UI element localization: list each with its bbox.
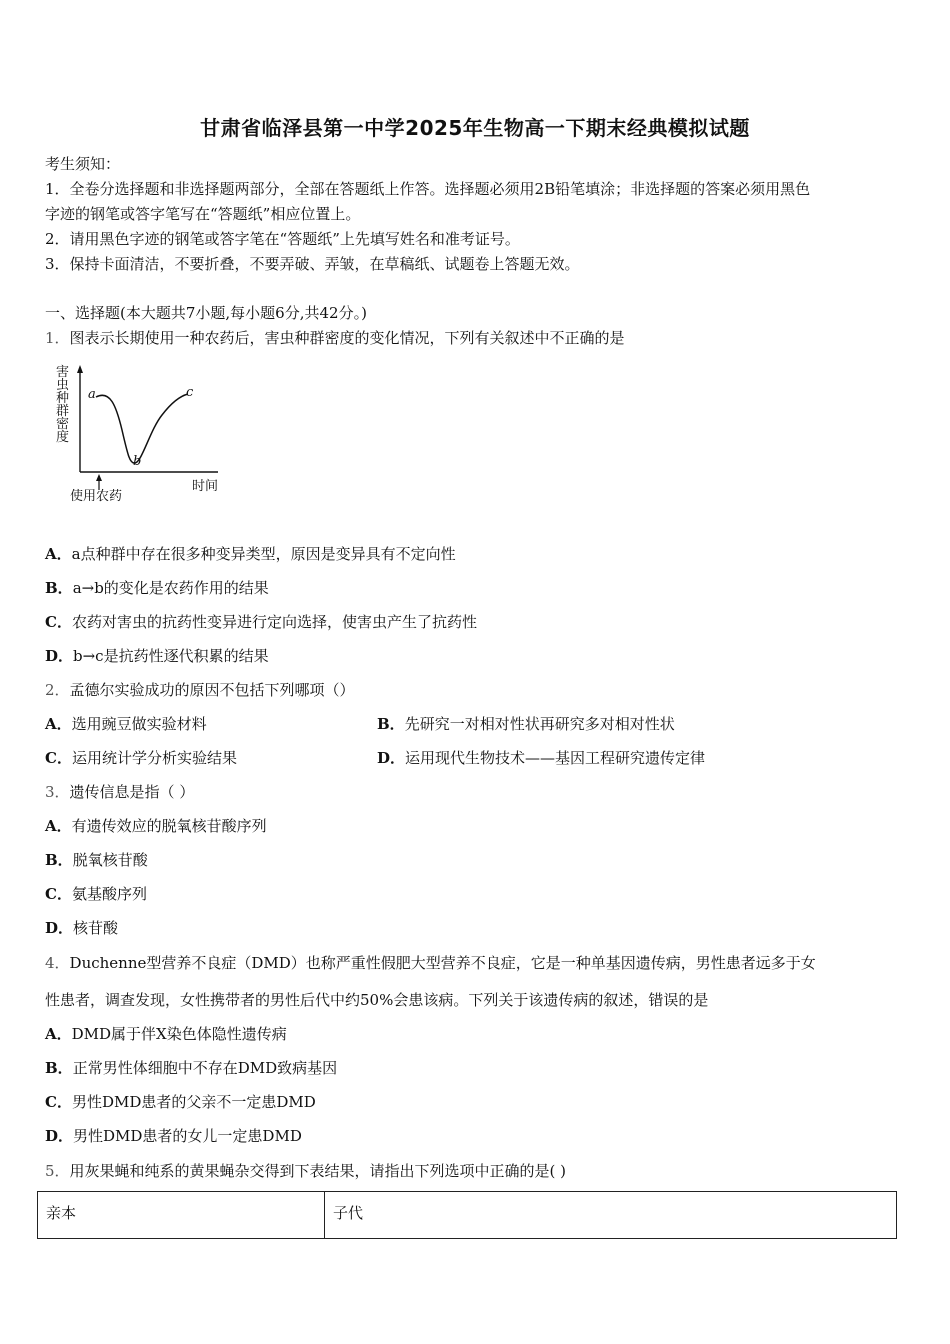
option-label: B． [45, 579, 73, 597]
question-2-stem [45, 679, 355, 700]
pesticide-label: 使用农药 [70, 489, 123, 504]
option-text: 农药对害虫的抗药性变异进行定向选择，使害虫产生了抗药性 [71, 613, 477, 631]
option-text: a点种群中存在很多种变异类型，原因是变异具有不定向性 [71, 545, 456, 563]
option-label: B． [377, 715, 405, 733]
y-axis-arrow [77, 365, 83, 373]
option-text: DMD属于伴X染色体隐性遗传病 [71, 1025, 287, 1043]
option-label: B． [45, 1059, 73, 1077]
question-3-stem [45, 781, 194, 802]
y-label-char: 虫 [56, 377, 70, 392]
option-label: D． [377, 749, 406, 767]
y-label-char: 群 [56, 403, 70, 418]
table-row [38, 1192, 897, 1239]
q2-option-a[interactable] [45, 713, 207, 734]
option-text: a→b的变化是农药作用的结果 [72, 579, 269, 597]
option-text: 氨基酸序列 [71, 885, 147, 903]
question-number: 1． [45, 329, 70, 347]
option-text: 男性DMD患者的女儿一定患DMD [73, 1127, 302, 1145]
notice-item: 1．全卷分选择题和非选择题两部分，全部在答题纸上作答。选择题必须用2B铅笔填涂；非选择题的答案必须用黑色 [45, 180, 811, 198]
point-b-label: b [133, 454, 142, 469]
question-text: 遗传信息是指（ ） [69, 783, 195, 801]
q3-option-d[interactable] [45, 917, 118, 938]
option-text: 男性DMD患者的父亲不一定患DMD [71, 1093, 316, 1111]
notice-item: 3．保持卡面清洁，不要折叠，不要弄破、弄皱，在草稿纸、试题卷上答题无效。 [45, 255, 580, 273]
option-text: 选用豌豆做实验材料 [71, 715, 207, 733]
pest-density-graph [50, 360, 240, 510]
y-label-char: 害 [56, 364, 70, 379]
question-number: 3． [45, 783, 70, 801]
question-text: Duchenne型营养不良症（DMD）也称严重性假肥大型营养不良症，它是一种单基因遗传病，男性患者远多于女 [69, 954, 816, 972]
q4-option-d[interactable] [45, 1125, 302, 1146]
x-axis-label: 时间 [192, 479, 219, 494]
notice-item: 字迹的钢笔或答字笔写在“答题纸”相应位置上。 [45, 205, 361, 223]
option-label: A． [45, 817, 72, 835]
option-text: 运用统计学分析实验结果 [71, 749, 237, 767]
notice-item: 2．请用黑色字迹的钢笔或答字笔在“答题纸”上先填写姓名和准考证号。 [45, 230, 520, 248]
table-header-cell: 子代 [325, 1192, 897, 1239]
q4-option-a[interactable] [45, 1023, 287, 1044]
option-text: 运用现代生物技术——基因工程研究遗传定律 [405, 749, 706, 767]
question-number: 2． [45, 681, 70, 699]
option-text: 先研究一对相对性状再研究多对相对性状 [404, 715, 675, 733]
q2-option-b[interactable] [377, 713, 675, 734]
y-axis-label [56, 364, 69, 444]
q1-option-b[interactable] [45, 577, 269, 598]
point-c-label: c [186, 385, 194, 400]
option-label: D． [45, 1127, 74, 1145]
option-label: A． [45, 715, 72, 733]
density-curve [96, 394, 188, 463]
table-header-cell: 亲本 [38, 1192, 325, 1239]
cross-results-table [37, 1191, 897, 1239]
option-label: A． [45, 1025, 72, 1043]
question-4-stem [45, 952, 816, 973]
q3-option-c[interactable] [45, 883, 147, 904]
option-text: 正常男性体细胞中不存在DMD致病基因 [72, 1059, 338, 1077]
question-text: 孟德尔实验成功的原因不包括下列哪项（） [69, 681, 355, 699]
option-label: D． [45, 647, 74, 665]
option-label: A． [45, 545, 72, 563]
point-a-label: a [88, 387, 96, 402]
option-text: b→c是抗药性逐代积累的结果 [73, 647, 269, 665]
question-text: 用灰果蝇和纯系的黄果蝇杂交得到下表结果，请指出下列选项中正确的是( ) [69, 1162, 567, 1180]
option-label: C． [45, 613, 72, 631]
q1-option-d[interactable] [45, 645, 269, 666]
y-label-char: 种 [56, 390, 70, 405]
question-number: 4． [45, 954, 70, 972]
option-label: D． [45, 919, 74, 937]
q1-option-a[interactable] [45, 543, 456, 564]
question-text: 图表示长期使用一种农药后，害虫种群密度的变化情况，下列有关叙述中不正确的是 [69, 329, 625, 347]
option-text: 有遗传效应的脱氧核苷酸序列 [71, 817, 267, 835]
q3-option-a[interactable] [45, 815, 267, 836]
q4-option-b[interactable] [45, 1057, 337, 1078]
q4-option-c[interactable] [45, 1091, 316, 1112]
option-label: B． [45, 851, 73, 869]
option-text: 核苷酸 [73, 919, 119, 937]
y-label-char: 密 [56, 416, 70, 431]
y-label-char: 度 [56, 429, 70, 444]
option-label: C． [45, 1093, 72, 1111]
q2-option-d[interactable] [377, 747, 705, 768]
notice-heading: 考生须知： [45, 155, 121, 173]
y-label-char [56, 364, 69, 444]
q2-option-c[interactable] [45, 747, 237, 768]
question-1-stem [45, 327, 625, 348]
section-heading: 一、选择题(本大题共7小题,每小题6分,共42分。) [45, 304, 367, 322]
option-label: C． [45, 749, 72, 767]
question-4-stem-cont: 性患者，调查发现，女性携带者的男性后代中约50%会患该病。下列关于该遗传病的叙述，错误的是 [45, 991, 709, 1009]
q3-option-b[interactable] [45, 849, 148, 870]
q1-option-c[interactable] [45, 611, 477, 632]
option-label: C． [45, 885, 72, 903]
pesticide-arrow-head [96, 474, 102, 481]
question-number: 5． [45, 1162, 70, 1180]
option-text: 脱氧核苷酸 [72, 851, 148, 869]
question-5-stem [45, 1160, 566, 1181]
page-title: 甘肃省临泽县第一中学2025年生物高一下期末经典模拟试题 [200, 116, 750, 140]
